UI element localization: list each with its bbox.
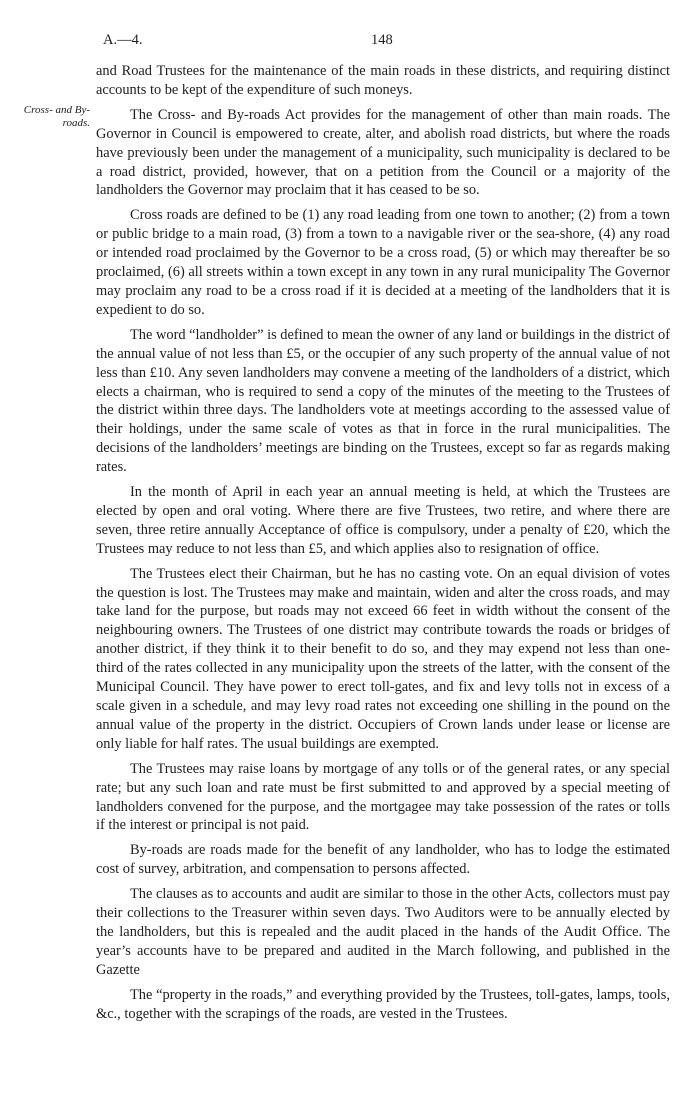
paragraph-cross-and-by-roads-act: The Cross- and By-roads Act provides for the management of other than main roads. The Governor in Council is empowered to create, alter, and abolish road districts, but where the roads have previously been under the management of a municipality, such municipality is declared to be a road district, provided, however, that on a petition from the Council or a majority of the landholders the Governor may proclaim that it has ceased to be so. bbox=[96, 106, 670, 199]
paragraph-annual-meeting: In the month of April in each year an annual meeting is held, at which the Trustees are elected by open and oral voting. Where there are five Trustees, two retire, and where there are seven, three retire annually Acceptance of office is compulsory, under a penalty of £20, which the Trustees may reduce to not less than £5, and which applies also to resignation of office. bbox=[96, 484, 670, 557]
document-reference: A.—4. bbox=[103, 32, 143, 48]
paragraph-continued: and Road Trustees for the maintenance of the main roads in these districts, and requiring distinct accounts to be kept of the expenditure of such moneys. bbox=[96, 63, 670, 98]
body-text bbox=[96, 62, 670, 1030]
paragraph-landholder-definition: The word “landholder” is defined to mean the owner of any land or buildings in the district of the annual value of not less than £5, or the occupier of any such property of the annual value of not less than £10. Any seven landholders may convene a meeting of the landholders of a district, which elects a chairman, who is required to send a copy of the minutes of the meeting to the Trustees of the district within three days. The landholders vote at meetings according to the assessed value of their holdings, under the same scale of votes as that in force in the rural municipalities. The decisions of the landholders’ meetings are binding on the Trustees, except so far as regards making rates. bbox=[96, 326, 670, 476]
paragraph-cross-roads-definition: Cross roads are defined to be (1) any road leading from one town to another; (2) from a town or public bridge to a main road, (3) from a town to a navigable river or the sea-shore, (4) any road or intended road proclaimed by the Governor to be a cross road, (5) or which may thereafter be so proclaimed, (6) all streets within a town except in any town in any rural municipality The Governor may proclaim any road to be a cross road if it is decided at a meeting of the landholders that it is expedient to do so. bbox=[96, 207, 670, 318]
paragraph-loans: The Trustees may raise loans by mortgage of any tolls or of the general rates, or any special rate; but any such loan and rate must be first submitted to and approved by a special meeting of landholders convened for the purpose, and the mortgagee may take possession of the rates or tolls if the interest or principal is not paid. bbox=[96, 760, 670, 834]
paragraph-accounts-audit: The clauses as to accounts and audit are similar to those in the other Acts, collectors must pay their collections to the Treasurer within seven days. Two Auditors were to be annually elected by the landholders, but this is repealed and the audit placed in the hands of the Audit Office. The year’s accounts have to be prepared and audited in the March following, and published in the Gazette bbox=[96, 886, 670, 978]
paragraph-trustees-chairman: The Trustees elect their Chairman, but he has no casting vote. On an equal division of votes the question is lost. The Trustees may make and maintain, widen and alter the cross roads, and may take land for the purpose, but roads may not exceed 66 feet in width without the consent of the neighbouring owners. The Trustees of one district may contribute towards the roads or bridges of another district, if they think it to their benefit to do so, and they may expend not less than one-third of the rates collected in any municipality upon the streets of the latter, with the consent of the Municipal Council. They have power to erect toll-gates, and fix and levy tolls not in excess of a scale given in a schedule, and may levy road rates not exceeding one shilling in the pound on the annual value of the property in the district. Occupiers of Crown lands under lease or license are only liable for half rates. The usual buildings are exempted. bbox=[96, 565, 670, 752]
paragraph-property-in-roads: The “property in the roads,” and everything provided by the Trustees, toll-gates, lamps, tools, &c., together with the scrapings of the roads, are vested in the Trustees. bbox=[96, 986, 670, 1022]
paragraph-by-roads: By-roads are roads made for the benefit of any landholder, who has to lodge the estimated cost of survey, arbitration, and compensation to persons affected. bbox=[96, 842, 670, 878]
page-header bbox=[0, 32, 700, 54]
page-number: 148 bbox=[371, 32, 393, 48]
margin-note-cross-and-by-roads: Cross- and By-roads. bbox=[23, 104, 90, 129]
